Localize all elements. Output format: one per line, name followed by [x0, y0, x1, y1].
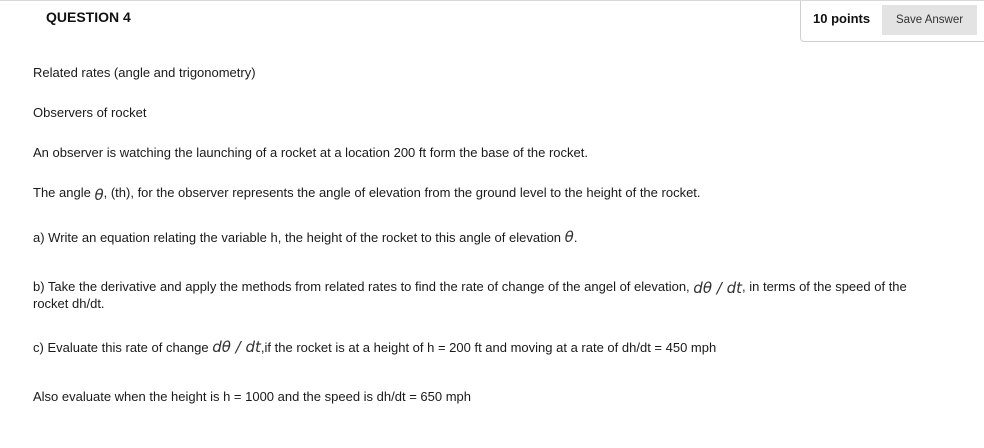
dtheta-dt-symbol-c: dθ / dt — [212, 338, 261, 356]
part-b-after: , in terms of the speed of the — [742, 279, 907, 294]
part-b-text: b) Take the derivative and apply the methods from related rates to find the rate of change of the angel of elevation, — [33, 279, 694, 294]
part-b-line-2: rocket dh/dt. — [33, 296, 105, 311]
p2-text-before: The angle — [33, 185, 95, 200]
part-d: Also evaluate when the height is h = 1000 and the speed is dh/dt = 650 mph — [33, 389, 471, 404]
points-label: 10 points — [813, 11, 871, 26]
question-header — [0, 0, 984, 41]
part-c-after: ,if the rocket is at a height of h = 200 ft and moving at a rate of dh/dt = 450 mph — [260, 340, 717, 355]
theta-symbol-a: θ — [564, 228, 574, 246]
p2-text-after: , (th), for the observer represents the angle of elevation from the ground level to the height of the rocket. — [103, 185, 701, 200]
part-b-line-1 — [33, 277, 907, 295]
part-a — [33, 228, 577, 246]
dtheta-dt-symbol: dθ / dt — [693, 279, 742, 297]
save-answer-button[interactable]: Save Answer — [882, 5, 977, 35]
part-c — [33, 338, 716, 356]
part-c-text: c) Evaluate this rate of change — [33, 340, 213, 355]
theta-symbol: θ — [94, 186, 104, 204]
question-subtitle: Observers of rocket — [33, 105, 147, 120]
question-title: QUESTION 4 — [46, 9, 131, 25]
question-paragraph-2 — [33, 183, 701, 204]
question-paragraph-1: An observer is watching the launching of a rocket at a location 200 ft form the base of the rocket. — [33, 145, 588, 160]
points-panel — [800, 1, 984, 42]
part-a-text: a) Write an equation relating the variable h, the height of the rocket to this angle of elevation — [33, 230, 565, 245]
question-topic: Related rates (angle and trigonometry) — [33, 65, 256, 80]
part-a-end: . — [573, 230, 578, 245]
